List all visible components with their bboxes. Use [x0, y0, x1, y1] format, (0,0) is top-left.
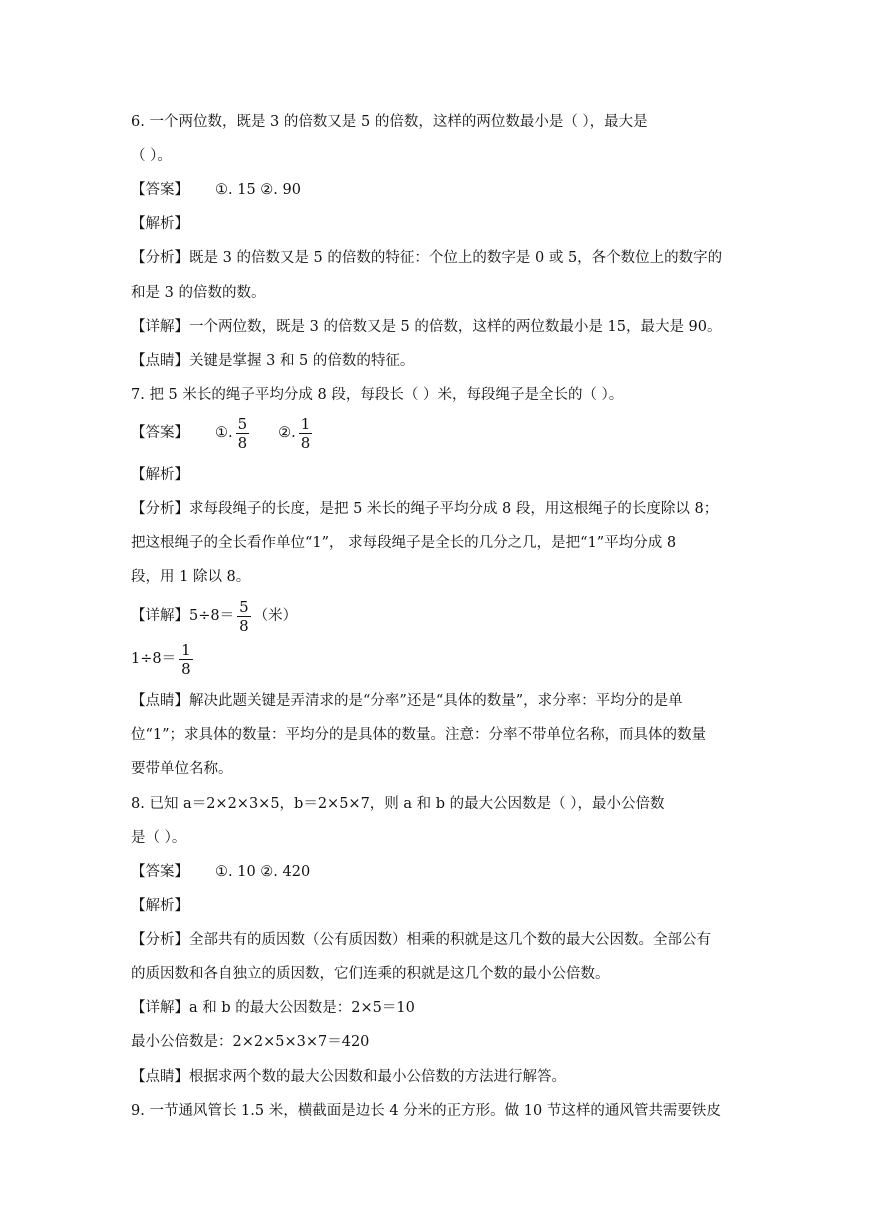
- xiangjie-prefix: 【详解】5÷8＝: [131, 608, 235, 624]
- fraction-numerator: 5: [239, 597, 249, 616]
- q8-fenxi-line1: 【分析】全部共有的质因数（公有质因数）相乘的积就是这几个数的最大公因数。全部公有: [131, 932, 711, 948]
- q7-calc2: [131, 640, 196, 678]
- q8-question-line1: 8. 已知 a＝2×2×3×5，b＝2×5×7，则 a 和 b 的最大公因数是（ ），最小公倍数: [131, 796, 665, 812]
- q6-question-line2: （ ）。: [131, 148, 172, 164]
- answer-text: ①. 10 ②. 420: [215, 864, 311, 880]
- q7-xiangjie: [131, 597, 297, 635]
- fraction-numerator: 1: [300, 414, 311, 433]
- q7-fenxi-line2: 把这根绳子的全长看作单位“1”， 求每段绳子是全长的几分之几，是把“1”平均分成 8: [131, 535, 677, 551]
- q6-question-line1: 6. 一个两位数，既是 3 的倍数又是 5 的倍数，这样的两位数最小是（ ），最大是: [131, 114, 648, 130]
- answer1-fraction: [236, 415, 250, 452]
- fraction-numerator: 5: [237, 414, 248, 433]
- q8-fenxi-line2: 的质因数和各自独立的质因数，它们连乘的积就是这几个数的最小公倍数。: [131, 966, 610, 982]
- q6-fenxi-line2: 和是 3 的倍数的数。: [131, 285, 266, 301]
- answer-tag: 【答案】: [131, 182, 189, 198]
- q8-dianjing: 【点睛】根据求两个数的最大公因数和最小公倍数的方法进行解答。: [131, 1069, 566, 1085]
- q6-xiangjie: 【详解】一个两位数，既是 3 的倍数又是 5 的倍数，这样的两位数最小是 15，最大是 90。: [131, 319, 722, 335]
- q6-analysis-tag: 【解析】: [131, 216, 189, 232]
- answer2-fraction: [299, 415, 313, 452]
- fraction-denominator: 8: [239, 616, 249, 635]
- q6-fenxi-line1: 【分析】既是 3 的倍数又是 5 的倍数的特征：个位上的数字是 0 或 5，各个数位上的数字的: [131, 250, 723, 266]
- answer-text: ①. 15 ②. 90: [215, 182, 301, 198]
- q6-answer: [131, 180, 301, 200]
- fraction-numerator: 1: [181, 640, 191, 659]
- answer-tag: 【答案】: [131, 864, 189, 880]
- q8-xiangjie-line1: 【详解】a 和 b 的最大公因数是：2×5＝10: [131, 1000, 415, 1016]
- answer2-label: ②.: [278, 425, 296, 441]
- fraction-denominator: 8: [181, 659, 191, 678]
- q7-dianjing-line1: 【点睛】解决此题关键是弄清求的是“分率”还是“具体的数量”，求分率：平均分的是单: [131, 693, 683, 709]
- q8-question-line2: 是（ ）。: [131, 830, 187, 846]
- fraction-denominator: 8: [300, 433, 311, 452]
- q8-answer: [131, 862, 310, 882]
- q7-fenxi-line1: 【分析】求每段绳子的长度，是把 5 米长的绳子平均分成 8 段，用这根绳子的长度除以 8；: [131, 501, 719, 517]
- q7-dianjing-line3: 要带单位名称。: [131, 761, 233, 777]
- q7-answer: [131, 414, 315, 452]
- xiangjie-unit: （米）: [253, 608, 298, 624]
- q7-analysis-tag: 【解析】: [131, 467, 189, 483]
- q8-analysis-tag: 【解析】: [131, 898, 189, 914]
- q7-dianjing-line2: 位“1”；求具体的数量：平均分的是具体的数量。注意：分率不带单位名称，而具体的数量: [131, 727, 707, 743]
- q6-dianjing: 【点睛】关键是掌握 3 和 5 的倍数的特征。: [131, 353, 415, 369]
- calc2-fraction: [179, 641, 193, 678]
- q7-question-line1: 7. 把 5 米长的绳子平均分成 8 段，每段长（ ）米，每段绳子是全长的（ ）。: [131, 387, 624, 403]
- q9-question-line1: 9. 一节通风管长 1.5 米，横截面是边长 4 分米的正方形。做 10 节这样的通风管共需要铁皮: [131, 1103, 721, 1119]
- q7-fenxi-line3: 段，用 1 除以 8。: [131, 569, 251, 585]
- answer-tag: 【答案】: [131, 425, 189, 441]
- fraction-denominator: 8: [237, 433, 248, 452]
- answer1-label: ①.: [215, 425, 233, 441]
- xiangjie-fraction: [237, 598, 251, 635]
- calc2-prefix: 1÷8＝: [131, 651, 177, 667]
- q8-xiangjie-line2: 最小公倍数是：2×2×5×3×7＝420: [131, 1034, 370, 1050]
